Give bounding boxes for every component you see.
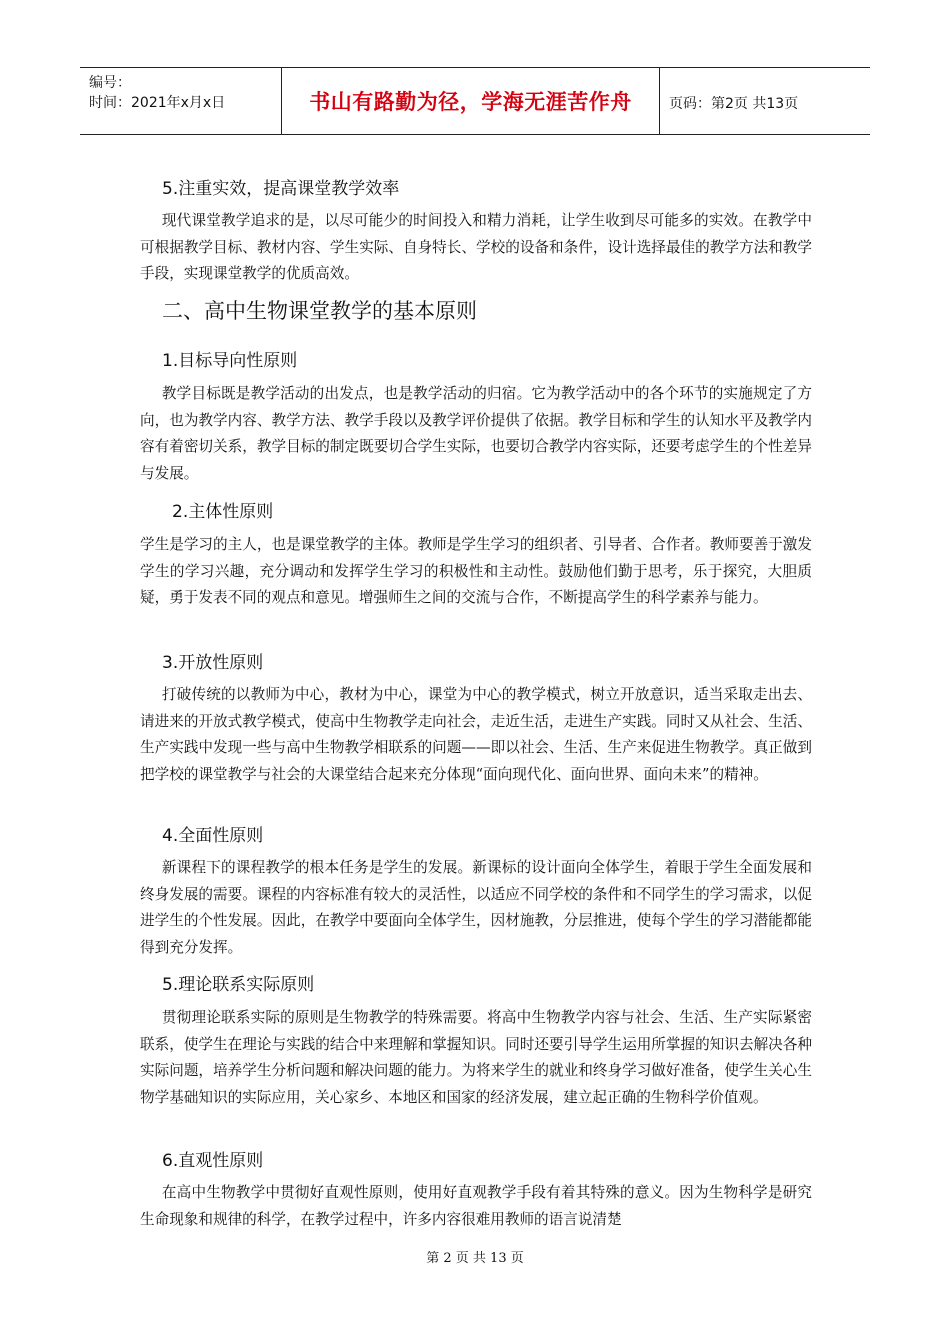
- section-heading: 1.目标导向性原则: [162, 351, 298, 371]
- doc-number-label: 编号：: [89, 75, 131, 91]
- header-page-info: 页码：第2页 共13页: [669, 96, 799, 112]
- header-motto: 书山有路勤为径，学海无涯苦作舟: [282, 68, 660, 134]
- section-heading: 5.注重实效，提高课堂教学效率: [162, 179, 400, 199]
- section-heading: 6.直观性原则: [162, 1151, 264, 1171]
- paragraph: 在高中生物教学中贯彻好直观性原则，使用好直观教学手段有着其特殊的意义。因为生物科学是研究生命现象和规律的科学，在教学过程中，许多内容很难用教师的语言说清楚: [140, 1184, 812, 1228]
- section-heading: 5.理论联系实际原则: [162, 975, 315, 995]
- paragraph: 新课程下的课程教学的根本任务是学生的发展。新课标的设计面向全体学生，着眼于学生全面发展和终身发展的需要。课程的内容标准有较大的灵活性，以适应不同学校的条件和不同学生的学习需求，以促进学生的个性发展。因此，在教学中要面向全体学生，因材施教，分层推进，使每个学生的学习潜能都能得到充分发挥。: [140, 859, 812, 956]
- doc-time-label: 时间：2021年x月x日: [89, 95, 226, 111]
- section-heading: 4.全面性原则: [162, 826, 264, 846]
- section-heading: 2.主体性原则: [172, 502, 274, 522]
- chapter-heading: 二、高中生物课堂教学的基本原则: [162, 299, 477, 323]
- header-meta: [80, 68, 282, 134]
- paragraph: 打破传统的以教师为中心，教材为中心，课堂为中心的教学模式，树立开放意识，适当采取走出去、请进来的开放式教学模式，使高中生物教学走向社会，走近生活，走进生产实践。同时又从社会、生活、生产实践中发现一些与高中生物教学相联系的问题——即以社会、生活、生产来促进生物教学。真正做到把学校的课堂教学与社会的大课堂结合起来充分体现“面向现代化、面向世界、面向未来”的精神。: [140, 686, 812, 783]
- paragraph: 现代课堂教学追求的是，以尽可能少的时间投入和精力消耗，让学生收到尽可能多的实效。在教学中可根据教学目标、教材内容、学生实际、自身特长、学校的设备和条件，设计选择最佳的教学方法和教学手段，实现课堂教学的优质高效。: [140, 212, 812, 282]
- paragraph: 教学目标既是教学活动的出发点，也是教学活动的归宿。它为教学活动中的各个环节的实施规定了方向，也为教学内容、教学方法、教学手段以及教学评价提供了依据。教学目标和学生的认知水平及教学内容有着密切关系，教学目标的制定既要切合学生实际，也要切合教学内容实际，还要考虑学生的个性差异与发展。: [140, 385, 812, 482]
- paragraph: 学生是学习的主人，也是课堂教学的主体。教师是学生学习的组织者、引导者、合作者。教师要善于激发学生的学习兴趣，充分调动和发挥学生学习的积极性和主动性。鼓励他们勤于思考，乐于探究，大胆质疑，勇于发表不同的观点和意见。增强师生之间的交流与合作，不断提高学生的科学素养与能力。: [140, 536, 812, 606]
- page-footer: 第 2 页 共 13 页: [426, 1251, 524, 1266]
- page-header: [80, 67, 870, 135]
- section-heading: 3.开放性原则: [162, 653, 264, 673]
- paragraph: 贯彻理论联系实际的原则是生物教学的特殊需要。将高中生物教学内容与社会、生活、生产实际紧密联系，使学生在理论与实践的结合中来理解和掌握知识。同时还要引导学生运用所掌握的知识去解决各种实际问题，培养学生分析问题和解决问题的能力。为将来学生的就业和终身学习做好准备，使学生关心生物学基础知识的实际应用，关心家乡、本地区和国家的经济发展，建立起正确的生物科学价值观。: [140, 1009, 812, 1106]
